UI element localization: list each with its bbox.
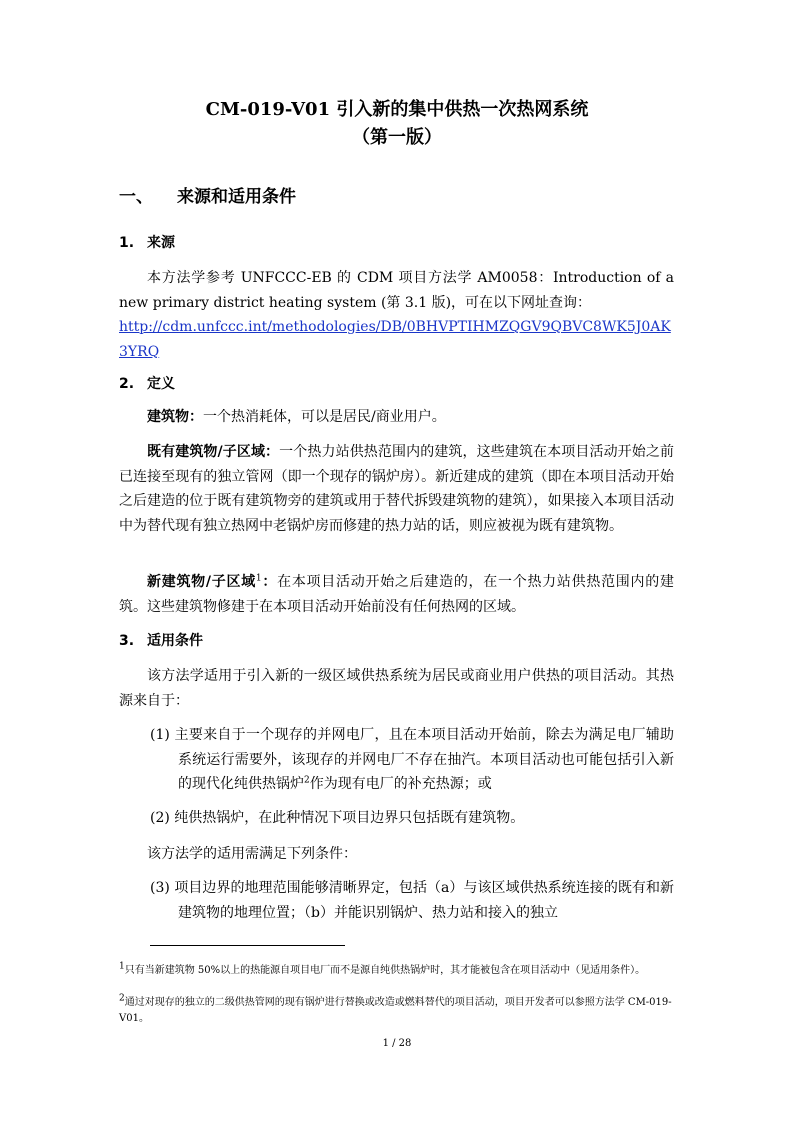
condition-item-2 [150,806,674,831]
subsection-heading-applicability [119,631,203,651]
methodology-link[interactable]: http://cdm.unfccc.int/methodologies/DB/0BHVPTIHMZQGV9QBVC8WK5J0AK3YRQ [119,319,671,360]
definition-term: 建筑物： [147,409,203,425]
document-title: CM-019-V01 引入新的集中供热一次热网系统 [205,99,589,120]
subsection-number: 1. [119,235,135,251]
section-number: 一、 [119,187,153,207]
definition-new-building [119,570,674,619]
section-heading [119,185,296,209]
definition-text: 一个热力站供热范围内的建筑，这些建筑在本项目活动开始之前已连接至现有的独立管网（即一个现存的锅炉房）。新近建成的建筑（即在本项目活动开始之后建造的位于既有建筑物旁的建筑或用于替代拆毁建筑物的建筑），如果接入本项目活动中为替代现有独立热网中老锅炉房而修建的热力站的话，则应被视为既有建筑物。 [119,444,674,534]
subsection-title: 来源 [147,235,175,251]
section-title: 来源和适用条件 [177,187,296,207]
paragraph-text: 该方法学的适用需满足下列条件： [147,846,357,862]
item-text: (3) 项目边界的地理范围能够清晰界定，包括（a）与该区域供热系统连接的既有和新建筑物的地理位置；（b）并能识别锅炉、热力站和接入的独立 [150,880,674,921]
source-text: 本方法学参考 UNFCCC-EB 的 CDM 项目方法学 AM0058：Introduction of a new primary district heating system (第 3.1 版)，可在以下网址查询： [119,270,674,311]
footnote-separator [150,945,345,946]
applicability-paragraph [119,664,674,713]
item-text-continued: 作为现有电厂的补充热源；或 [309,776,492,792]
definition-text: 一个热消耗体，可以是居民/商业用户。 [203,409,446,425]
subsection-heading-definitions [119,374,175,394]
footnote-ref-2[interactable]: 2 [304,775,310,786]
definition-text: 在本项目活动开始之后建造的，在一个热力站供热范围内的建筑。这些建筑物修建于在本项目活动开始前没有任何热网的区域。 [119,574,674,615]
definition-colon: ： [261,574,278,590]
condition-item-3 [150,876,674,925]
footnote-mark: 1 [119,961,125,972]
source-paragraph [119,266,674,364]
page-number: 1 / 28 [382,1038,412,1049]
paragraph-text: 该方法学适用于引入新的一级区域供热系统为居民或商业用户供热的项目活动。其热源来自于： [119,668,674,709]
definition-term: 既有建筑物/子区域： [147,444,280,460]
condition-item-1 [150,723,674,797]
definition-existing-building [119,440,674,538]
subsection-title: 定义 [147,376,175,392]
footnote-ref-1[interactable]: 1 [255,573,262,584]
subsection-heading-source [119,233,175,253]
definition-term: 新建筑物/子区域 [147,574,256,590]
conditions-intro [119,842,674,867]
footnote-2 [119,995,679,1027]
item-text: (2) 纯供热锅炉，在此种情况下项目边界只包括既有建筑物。 [150,810,525,826]
footnote-text: 通过对现存的独立的二级供热管网的现有锅炉进行替换或改造或燃料替代的项目活动，项目开发者可以参照方法学 CM-019-V01。 [119,997,672,1024]
subsection-number: 2. [119,376,135,392]
subsection-number: 3. [119,633,135,649]
footnote-mark: 2 [119,993,125,1004]
subsection-title: 适用条件 [147,633,203,649]
footnote-text: 只有当新建筑物 50%以上的热能源自项目电厂而不是源自纯供热锅炉时，其才能被包含在项目活动中（见适用条件）。 [124,965,646,976]
footnote-1 [119,963,679,979]
definition-building [119,405,674,430]
document-subtitle: （第一版） [352,127,442,148]
item-text: (1) 主要来自于一个现存的并网电厂，且在本项目活动开始前，除去为满足电厂辅助系统运行需要外，该现存的并网电厂不存在抽汽。本项目活动也可能包括引入新的现代化纯供热锅炉 [150,727,674,792]
